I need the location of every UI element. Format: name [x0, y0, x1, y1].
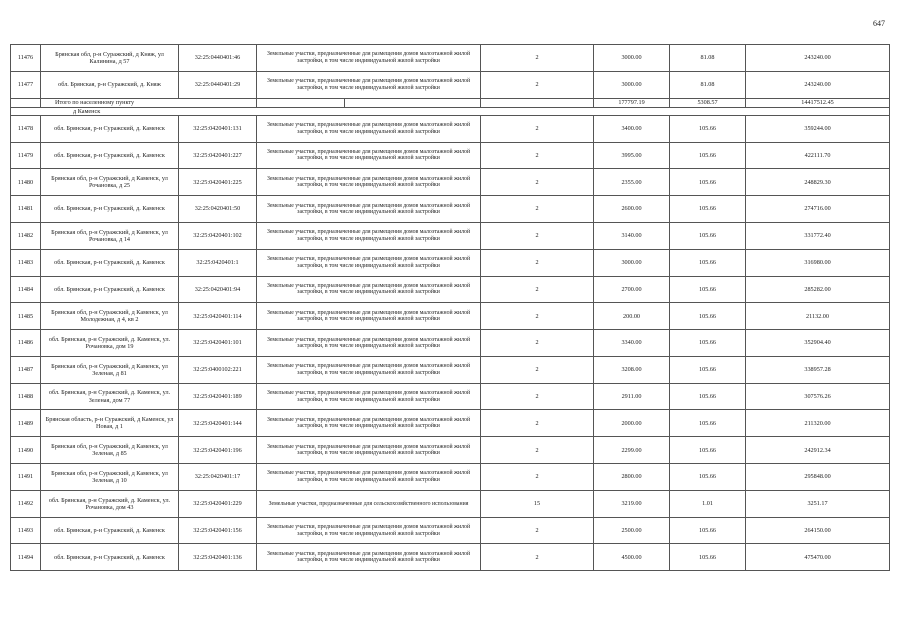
use-code-cell: 2 [481, 410, 594, 437]
address-cell: обл. Брянская, р-н Суражский, д. Каменск [41, 142, 179, 169]
land-use-cell: Земельные участки, предназначенные для размещения домов малоэтажной жилой застройки, в том числе индивидуальной жилой застройки [257, 383, 481, 410]
address-cell: Брянская обл, р-н Суражский, д Каменск, ул Рочановка, д 14 [41, 222, 179, 249]
total-empty-cell [481, 98, 594, 107]
total-rate: 5308.57 [670, 98, 746, 107]
address-cell: обл. Брянская, р-н Суражский, д. Каменск [41, 276, 179, 303]
use-code-cell: 2 [481, 249, 594, 276]
land-use-cell: Земельные участки, предназначенные для размещения домов малоэтажной жилой застройки, в том числе индивидуальной жилой застройки [257, 356, 481, 383]
table-row [11, 410, 890, 437]
table-row [11, 490, 890, 517]
cadastral-value-cell: 264150.00 [746, 517, 890, 544]
cadastral-value-cell: 307576.26 [746, 383, 890, 410]
cadastral-number-cell: 32:25:0420401:1 [179, 249, 257, 276]
total-area: 177797.19 [594, 98, 670, 107]
row-number-cell: 11494 [11, 544, 41, 571]
table-body-top [11, 45, 890, 99]
use-code-cell: 2 [481, 71, 594, 98]
specific-value-cell: 105.66 [670, 544, 746, 571]
area-cell: 3140.00 [594, 222, 670, 249]
use-code-cell: 2 [481, 356, 594, 383]
table-row [11, 222, 890, 249]
total-empty-cell [257, 98, 345, 107]
area-cell: 3340.00 [594, 330, 670, 357]
cadastral-number-cell: 32:25:0420401:229 [179, 490, 257, 517]
address-cell: Брянская область, р-н Суражский, д Каменск, ул Новая, д 1 [41, 410, 179, 437]
table-row [11, 544, 890, 571]
area-cell: 3400.00 [594, 115, 670, 142]
table-row [11, 437, 890, 464]
address-cell: Брянская обл, р-н Суражский, д Каменск, ул Зеленая, д 85 [41, 437, 179, 464]
land-use-cell: Земельные участки, предназначенные для размещения домов малоэтажной жилой застройки, в том числе индивидуальной жилой застройки [257, 437, 481, 464]
cadastral-value-cell: 243240.00 [746, 45, 890, 72]
address-cell: обл. Брянская, р-н Суражский, д. Каменск [41, 115, 179, 142]
specific-value-cell: 105.66 [670, 410, 746, 437]
table-row [11, 517, 890, 544]
cadastral-number-cell: 32:25:0420401:156 [179, 517, 257, 544]
row-number-cell: 11477 [11, 71, 41, 98]
cadastral-number-cell: 32:25:0420401:131 [179, 115, 257, 142]
cadastral-value-cell: 21132.00 [746, 303, 890, 330]
area-cell: 3208.00 [594, 356, 670, 383]
use-code-cell: 2 [481, 45, 594, 72]
cadastral-value-cell: 338957.28 [746, 356, 890, 383]
use-code-cell: 2 [481, 115, 594, 142]
cadastral-value-cell: 248829.30 [746, 169, 890, 196]
use-code-cell: 2 [481, 142, 594, 169]
land-use-cell: Земельные участки, предназначенные для размещения домов малоэтажной жилой застройки, в том числе индивидуальной жилой застройки [257, 517, 481, 544]
land-use-cell: Земельные участки, предназначенные для сельскохозяйственного использования [257, 490, 481, 517]
total-empty-cell [345, 98, 481, 107]
total-section [11, 98, 890, 115]
use-code-cell: 2 [481, 196, 594, 223]
row-number-cell: 11479 [11, 142, 41, 169]
cadastral-value-cell: 316980.00 [746, 249, 890, 276]
row-number-cell: 11493 [11, 517, 41, 544]
cadastral-number-cell: 32:25:0420401:227 [179, 142, 257, 169]
use-code-cell: 2 [481, 437, 594, 464]
area-cell: 2355.00 [594, 169, 670, 196]
row-number-cell: 11486 [11, 330, 41, 357]
cadastral-number-cell: 32:25:0420401:101 [179, 330, 257, 357]
use-code-cell: 2 [481, 383, 594, 410]
cadastral-value-cell: 422111.70 [746, 142, 890, 169]
row-number-cell: 11492 [11, 490, 41, 517]
table-row [11, 169, 890, 196]
cadastral-value-cell: 3251.17 [746, 490, 890, 517]
cadastral-number-cell: 32:25:0440401:29 [179, 71, 257, 98]
area-cell: 2700.00 [594, 276, 670, 303]
area-cell: 2000.00 [594, 410, 670, 437]
specific-value-cell: 105.66 [670, 303, 746, 330]
area-cell: 2800.00 [594, 464, 670, 491]
cadastral-number-cell: 32:25:0420401:196 [179, 437, 257, 464]
locality-label: д Каменск [11, 107, 890, 115]
cadastral-value-cell: 295848.00 [746, 464, 890, 491]
address-cell: обл. Брянская, р-н Суражский, д. Каменск [41, 249, 179, 276]
area-cell: 2500.00 [594, 517, 670, 544]
table-body-main [11, 115, 890, 571]
use-code-cell: 2 [481, 222, 594, 249]
cadastral-value-cell: 274716.00 [746, 196, 890, 223]
area-cell: 3995.00 [594, 142, 670, 169]
land-use-cell: Земельные участки, предназначенные для размещения домов малоэтажной жилой застройки, в том числе индивидуальной жилой застройки [257, 249, 481, 276]
specific-value-cell: 105.66 [670, 356, 746, 383]
row-number-cell: 11484 [11, 276, 41, 303]
cadastral-value-cell: 475470.00 [746, 544, 890, 571]
table-row [11, 249, 890, 276]
area-cell: 2299.00 [594, 437, 670, 464]
area-cell: 4500.00 [594, 544, 670, 571]
specific-value-cell: 105.66 [670, 330, 746, 357]
cadastral-number-cell: 32:25:0440401:46 [179, 45, 257, 72]
cadastral-number-cell: 32:25:0420401:144 [179, 410, 257, 437]
specific-value-cell: 105.66 [670, 276, 746, 303]
row-number-cell: 11480 [11, 169, 41, 196]
land-use-cell: Земельные участки, предназначенные для размещения домов малоэтажной жилой застройки, в том числе индивидуальной жилой застройки [257, 303, 481, 330]
address-cell: обл. Брянская, р-н Суражский, д. Каменск [41, 196, 179, 223]
locality-row [11, 107, 890, 115]
address-cell: Брянская обл, р-н Суражский, д Каменск, ул Рочановка, д 25 [41, 169, 179, 196]
area-cell: 200.00 [594, 303, 670, 330]
address-cell: обл. Брянская, р-н Суражский, д. Каменск [41, 517, 179, 544]
land-use-cell: Земельные участки, предназначенные для размещения домов малоэтажной жилой застройки, в том числе индивидуальной жилой застройки [257, 330, 481, 357]
specific-value-cell: 105.66 [670, 517, 746, 544]
total-row [11, 98, 890, 107]
specific-value-cell: 81.08 [670, 71, 746, 98]
cadastral-number-cell: 32:25:0420401:17 [179, 464, 257, 491]
use-code-cell: 2 [481, 303, 594, 330]
table-row [11, 142, 890, 169]
table-row [11, 45, 890, 72]
area-cell: 2600.00 [594, 196, 670, 223]
use-code-cell: 2 [481, 330, 594, 357]
cadastral-value-cell: 242912.34 [746, 437, 890, 464]
table-row [11, 356, 890, 383]
table-row [11, 303, 890, 330]
land-use-cell: Земельные участки, предназначенные для размещения домов малоэтажной жилой застройки, в том числе индивидуальной жилой застройки [257, 45, 481, 72]
row-number-cell: 11490 [11, 437, 41, 464]
cadastral-value-cell: 211320.00 [746, 410, 890, 437]
address-cell: обл. Брянская, р-н Суражский, д. Каменск, ул. Зеленая, дом 77 [41, 383, 179, 410]
row-number-cell: 11482 [11, 222, 41, 249]
land-use-cell: Земельные участки, предназначенные для размещения домов малоэтажной жилой застройки, в том числе индивидуальной жилой застройки [257, 276, 481, 303]
cadastral-value-cell: 243240.00 [746, 71, 890, 98]
land-use-cell: Земельные участки, предназначенные для размещения домов малоэтажной жилой застройки, в том числе индивидуальной жилой застройки [257, 196, 481, 223]
land-use-cell: Земельные участки, предназначенные для размещения домов малоэтажной жилой застройки, в том числе индивидуальной жилой застройки [257, 169, 481, 196]
row-number-cell: 11481 [11, 196, 41, 223]
use-code-cell: 2 [481, 169, 594, 196]
specific-value-cell: 105.66 [670, 142, 746, 169]
specific-value-cell: 81.08 [670, 45, 746, 72]
specific-value-cell: 105.66 [670, 115, 746, 142]
total-value: 14417512.45 [746, 98, 890, 107]
cadastral-number-cell: 32:25:0420401:94 [179, 276, 257, 303]
address-cell: Брянская обл, р-н Суражский, д Каменск, ул Зеленая, д 81 [41, 356, 179, 383]
area-cell: 3000.00 [594, 71, 670, 98]
row-number-cell: 11489 [11, 410, 41, 437]
specific-value-cell: 105.66 [670, 249, 746, 276]
address-cell: обл. Брянская, р-н Суражский, д. Княж [41, 71, 179, 98]
specific-value-cell: 1.01 [670, 490, 746, 517]
row-number-cell: 11485 [11, 303, 41, 330]
cadastral-number-cell: 32:25:0420401:189 [179, 383, 257, 410]
use-code-cell: 2 [481, 544, 594, 571]
use-code-cell: 2 [481, 276, 594, 303]
address-cell: Брянская обл, р-н Суражский, д Княж, ул Калинина, д 57 [41, 45, 179, 72]
cadastral-value-table [10, 44, 890, 571]
area-cell: 3000.00 [594, 249, 670, 276]
row-number-cell: 11488 [11, 383, 41, 410]
row-number-cell: 11483 [11, 249, 41, 276]
cadastral-value-cell: 359244.00 [746, 115, 890, 142]
cadastral-value-cell: 285282.00 [746, 276, 890, 303]
land-use-cell: Земельные участки, предназначенные для размещения домов малоэтажной жилой застройки, в том числе индивидуальной жилой застройки [257, 544, 481, 571]
table-row [11, 196, 890, 223]
cadastral-number-cell: 32:25:0420401:225 [179, 169, 257, 196]
row-number-cell: 11476 [11, 45, 41, 72]
address-cell: обл. Брянская, р-н Суражский, д. Каменск, ул. Рочановка, дом 43 [41, 490, 179, 517]
use-code-cell: 2 [481, 517, 594, 544]
use-code-cell: 15 [481, 490, 594, 517]
land-use-cell: Земельные участки, предназначенные для размещения домов малоэтажной жилой застройки, в том числе индивидуальной жилой застройки [257, 222, 481, 249]
cadastral-number-cell: 32:25:0420401:114 [179, 303, 257, 330]
area-cell: 3000.00 [594, 45, 670, 72]
cadastral-value-cell: 331772.40 [746, 222, 890, 249]
specific-value-cell: 105.66 [670, 464, 746, 491]
address-cell: Брянская обл, р-н Суражский, д Каменск, ул Зеленая, д 10 [41, 464, 179, 491]
table-row [11, 71, 890, 98]
cadastral-number-cell: 32:25:0420401:136 [179, 544, 257, 571]
address-cell: обл. Брянская, р-н Суражский, д. Каменск, ул. Рочановка, дом 19 [41, 330, 179, 357]
area-cell: 2911.00 [594, 383, 670, 410]
land-use-cell: Земельные участки, предназначенные для размещения домов малоэтажной жилой застройки, в том числе индивидуальной жилой застройки [257, 71, 481, 98]
specific-value-cell: 105.66 [670, 222, 746, 249]
specific-value-cell: 105.66 [670, 196, 746, 223]
address-cell: Брянская обл, р-н Суражский, д Каменск, ул Молодежная, д 4, кв 2 [41, 303, 179, 330]
address-cell: обл. Брянская, р-н Суражский, д. Каменск [41, 544, 179, 571]
use-code-cell: 2 [481, 464, 594, 491]
specific-value-cell: 105.66 [670, 169, 746, 196]
total-label: Итого по населенному пункту [41, 98, 257, 107]
area-cell: 3219.00 [594, 490, 670, 517]
cadastral-number-cell: 32:25:0420401:102 [179, 222, 257, 249]
row-number-cell: 11478 [11, 115, 41, 142]
row-number-cell: 11487 [11, 356, 41, 383]
table-row [11, 464, 890, 491]
table-row [11, 115, 890, 142]
specific-value-cell: 105.66 [670, 437, 746, 464]
cadastral-value-cell: 352904.40 [746, 330, 890, 357]
table-row [11, 383, 890, 410]
table-row [11, 276, 890, 303]
total-empty-cell [11, 98, 41, 107]
specific-value-cell: 105.66 [670, 383, 746, 410]
page-number: 647 [873, 19, 885, 28]
land-use-cell: Земельные участки, предназначенные для размещения домов малоэтажной жилой застройки, в том числе индивидуальной жилой застройки [257, 115, 481, 142]
cadastral-number-cell: 32:25:0400102:221 [179, 356, 257, 383]
land-use-cell: Земельные участки, предназначенные для размещения домов малоэтажной жилой застройки, в том числе индивидуальной жилой застройки [257, 142, 481, 169]
row-number-cell: 11491 [11, 464, 41, 491]
table-row [11, 330, 890, 357]
cadastral-number-cell: 32:25:0420401:50 [179, 196, 257, 223]
land-use-cell: Земельные участки, предназначенные для размещения домов малоэтажной жилой застройки, в том числе индивидуальной жилой застройки [257, 410, 481, 437]
land-use-cell: Земельные участки, предназначенные для размещения домов малоэтажной жилой застройки, в том числе индивидуальной жилой застройки [257, 464, 481, 491]
